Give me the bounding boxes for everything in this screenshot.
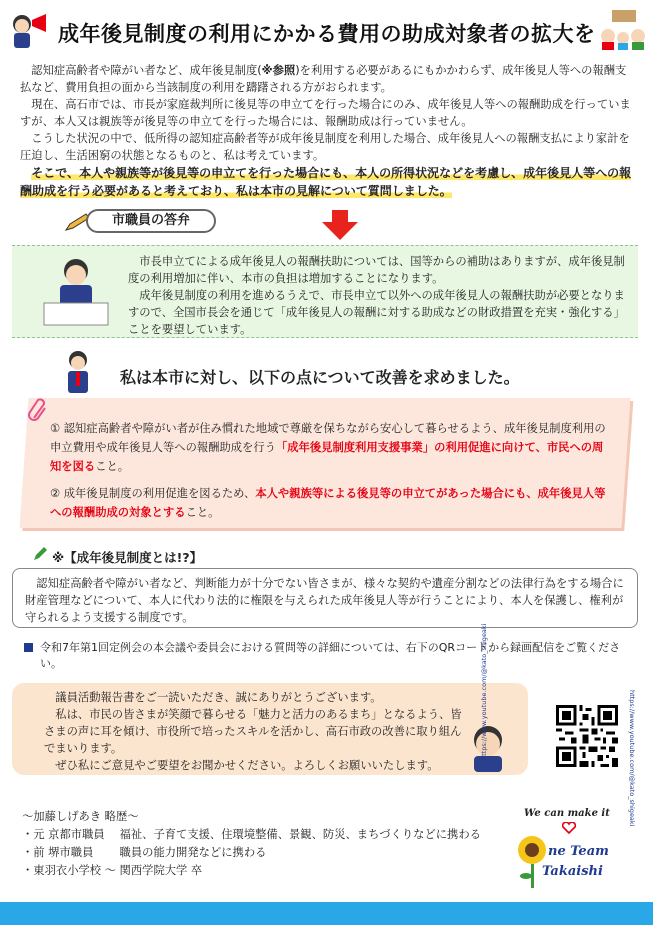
councilor-avatar [466, 722, 510, 772]
paperclip-icon [28, 398, 50, 422]
politician-illustration [62, 350, 94, 398]
footer-bar [0, 902, 653, 925]
career-item: ・東羽衣小学校 〜 関西学院大学 卒 [22, 864, 203, 877]
logo-name-1: ne Team [548, 844, 609, 859]
message-text [44, 689, 464, 774]
career-heading: 〜加藤しげあき 略歴〜 [22, 810, 139, 823]
answer-p2: 成年後見制度の利用を進めるうえで、市長申立て以外への成年後見人の報酬扶助が必要となりますので、全国市長会を通じて「成年後見人の報酬に対する助成などの財政措置を充実・強化する」ことを要望しています。 [128, 289, 625, 336]
request-1-text: ① 認知症高齢者や障がい者が住み慣れた地域で尊厳を保ちながら安心して暮らせるよう、成年後見制度利用の申立費用や成年後見人等への報酬助成を行う [50, 422, 606, 454]
recording-note: 令和7年第1回定例会の本会議や委員会における質問等の詳細については、右下のQRコードから録画配信をご覧ください。 [40, 641, 621, 670]
family-illustration [598, 8, 648, 50]
message-p1: 議員活動報告書をご一読いただき、誠にありがとうございます。 [55, 691, 382, 704]
request-1-highlight: 「成年後見制度利用支援事業」の利用促進に向けて、市民への周知を図る [50, 441, 604, 473]
sunflower-icon [514, 834, 550, 890]
answer-p1: 市長申立てによる成年後見人の報酬扶助については、国等からの補助はありますが、成年後見制度の利用増加に伴い、本市の負担は増加することになります。 [128, 255, 625, 285]
career-item: ・元 京都市職員 福祉、子育て支援、住環境整備、景観、防災、まちづくりなどに携わる [22, 828, 481, 841]
speaker-illustration [6, 10, 50, 50]
pen-icon [32, 546, 48, 562]
message-p2: 私は、市民の皆さまが笑顔で暮らせる「魅力と活力のあるまち」となるよう、皆さまの声に耳を傾け、市役所で培ったスキルを活かし、高石市政の改善に取り組んでまいります。 [44, 708, 462, 755]
message-p3: ぜひ私にご意見やご要望をお聞かせください。よろしくお願いいたします。 [55, 759, 439, 772]
logo [510, 806, 640, 896]
definition-heading: ※【成年後見制度とは!?】 [52, 550, 203, 565]
intro-p1a: 認知症高齢者や障がい者など、成年後見制度( [31, 64, 262, 77]
square-bullet-icon [24, 643, 33, 652]
request-2-text: ② 成年後見制度の利用促進を図るため、 [50, 487, 256, 500]
definition-box [12, 568, 638, 628]
qr-code[interactable] [556, 705, 618, 767]
qr-url-right: https://www.youtube.com/@kato_shigeaki [628, 690, 636, 827]
intro-p3: こうした状況の中で、低所得の認知症高齢者等が成年後見制度を利用した場合、成年後見人への報酬支払により家計を圧迫し、生活困窮の状態となるものと、私は考えています。 [20, 132, 630, 162]
career-section [22, 808, 481, 880]
heart-icon [562, 822, 576, 834]
reference-mark: ※参照 [261, 64, 296, 77]
down-arrow-icon [320, 210, 360, 240]
answer-text [128, 253, 628, 338]
qr-url-left: https://www.youtube.com/@kato_shigeaki [480, 623, 488, 760]
request-2 [50, 484, 610, 522]
request-2-end: こと。 [185, 506, 220, 519]
intro-p2: 現在、高石市では、市長が家庭裁判所に後見等の申立てを行った場合にのみ、成年後見人等への報酬助成を行っていますが、本人又は親族等が後見等の申立てを行った場合には、報酬助成は行っていません。 [20, 98, 631, 128]
request-1-end: こと。 [95, 460, 130, 473]
request-1 [50, 419, 610, 476]
intro-section [20, 62, 632, 200]
career-item: ・前 堺市職員 職員の能力開発などに携わる [22, 846, 267, 859]
page-title: 成年後見制度の利用にかかる費用の助成対象者の拡大を [58, 22, 596, 46]
intro-p1b: )を利用する必要があるにもかかわらず、成年後見人等への報酬支払など、費用負担の面から当該制度の利用を躊躇される方がおられます。 [20, 64, 627, 94]
request-2-highlight: 本人や親族等による後見等の申立てがあった場合にも、成年後見人等への報酬助成の対象とする [50, 487, 606, 519]
demand-statement: 私は本市に対し、以下の点について改善を求めました。 [120, 368, 520, 387]
answer-label: 市職員の答弁 [86, 209, 216, 233]
official-illustration [40, 255, 112, 330]
logo-tagline: We can make it [524, 808, 610, 819]
intro-p4a: そこで、 [31, 166, 80, 180]
definition-text: 認知症高齢者や障がい者など、判断能力が十分でない皆さまが、様々な契約や遺産分割などの法律行為をする場合に財産管理などについて、本人に代わり法的に権限を与えられた成年後見人等が行うことにより、本人を保護し、権利が守られるよう支援する制度です。 [25, 577, 624, 624]
intro-question-highlight: 本人や親族等が後見等の申立てを行った場合にも、本人の所得状況などを考慮し、成年後見人等への報酬助成を行う必要があると考えており、私は本市の見解について質問しました。 [20, 166, 632, 198]
logo-name-2: Takaishi [542, 864, 603, 879]
